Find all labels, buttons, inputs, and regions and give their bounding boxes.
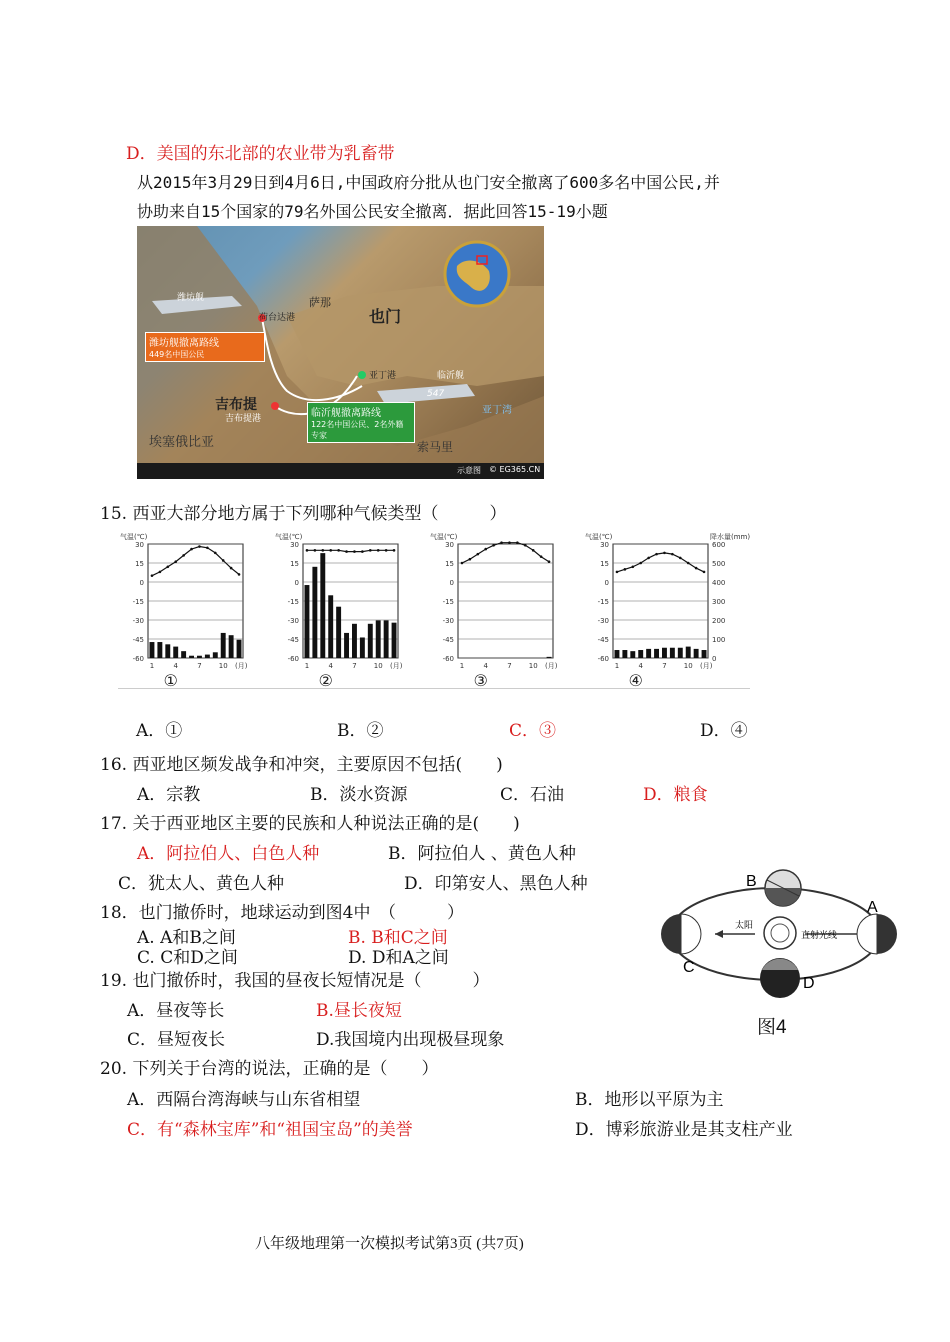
chart-1-temp-point bbox=[198, 545, 201, 548]
map-label-djibouti: 吉布提 bbox=[215, 397, 257, 413]
chart-3-temp-tick: 15 bbox=[445, 560, 454, 568]
chart-2-temp-tick: -45 bbox=[287, 636, 299, 644]
chart-2-temp-point bbox=[337, 549, 340, 552]
q20-option-d: D．博彩旅游业是其支柱产业 bbox=[575, 1120, 793, 1140]
chart-1-temp-point bbox=[206, 547, 209, 550]
chart-4-precip-tick: 600 bbox=[712, 541, 726, 549]
chart-3-x-unit: (月) bbox=[545, 662, 558, 670]
chart-1-x-tick: 7 bbox=[197, 662, 202, 670]
chart-4-temp-tick: 0 bbox=[604, 579, 609, 587]
chart-2-x-tick: 7 bbox=[352, 662, 357, 670]
chart-2-x-unit: (月) bbox=[390, 662, 403, 670]
map-label-aden: 亚丁港 bbox=[369, 371, 397, 381]
q19-stem: 19. 也门撤侨时，我国的昼夜长短情况是（ ） bbox=[100, 971, 490, 991]
q18-option-d: D. D和A之间 bbox=[348, 948, 449, 968]
chart-1-temp-point bbox=[159, 571, 162, 574]
chart-1-temp-point bbox=[166, 566, 169, 569]
q15-option-d: D．④ bbox=[700, 721, 748, 741]
chart-1-temp-tick: 0 bbox=[139, 579, 144, 587]
chart-4-precip-bar bbox=[702, 650, 707, 658]
chart-3-temp-tick: -15 bbox=[442, 598, 454, 606]
weifang-route-count: 449名中国公民 bbox=[149, 350, 205, 359]
linyi-route-callout bbox=[307, 402, 415, 443]
chart-4-temp-point bbox=[679, 557, 682, 560]
chart-3-temp-curve bbox=[462, 543, 549, 563]
chart-3-temp-point bbox=[524, 544, 527, 547]
chart-3-temp-point bbox=[469, 558, 472, 561]
chart-2-temp-point bbox=[314, 549, 317, 552]
chart-1-precip-bar bbox=[150, 642, 155, 658]
chart-1-temp-tick: -30 bbox=[132, 617, 144, 625]
q19-option-d: D.我国境内出现极昼现象 bbox=[316, 1030, 505, 1050]
earth-b-icon bbox=[765, 870, 801, 906]
chart-4-precip-bar bbox=[694, 649, 699, 658]
chart-3-temp-tick: -30 bbox=[442, 617, 454, 625]
chart-2-x-tick: 1 bbox=[304, 662, 310, 670]
figure-4-earth-orbit bbox=[655, 862, 905, 1002]
chart-4-precip-bar bbox=[686, 647, 691, 658]
q18-option-a: A. A和B之间 bbox=[137, 928, 236, 948]
chart-1-temp-tick: 30 bbox=[135, 541, 144, 549]
map-label-hull: 547 bbox=[427, 389, 445, 399]
yemen-evacuation-map bbox=[137, 226, 544, 479]
chart-2-temp-point bbox=[361, 550, 364, 553]
chart-4-temp-point bbox=[695, 567, 698, 570]
chart-2-temp-point bbox=[385, 549, 388, 552]
q16-option-b: B．淡水资源 bbox=[310, 785, 408, 805]
chart-4-precip-bar bbox=[654, 649, 659, 658]
chart-2-temp-tick: -30 bbox=[287, 617, 299, 625]
figure-4-caption: 图4 bbox=[757, 1017, 787, 1038]
chart-3-temp-point bbox=[476, 553, 479, 556]
chart-2-temp-point bbox=[393, 549, 396, 552]
chart-2-temp-point bbox=[377, 549, 380, 552]
chart-4-precip-bar bbox=[615, 650, 620, 658]
chart-4-precip-tick: 400 bbox=[712, 579, 726, 587]
map-label-yemen: 也门 bbox=[369, 307, 402, 326]
chart-2-temp-tick: 30 bbox=[290, 541, 299, 549]
chart-4-precip-bar bbox=[670, 648, 675, 658]
map-label-hodeidah: 荷台达港 bbox=[259, 313, 296, 323]
chart-4-ylabel: 气温(℃) bbox=[585, 533, 613, 541]
chart-1-precip-bar bbox=[173, 647, 178, 658]
chart-4-x-tick: 4 bbox=[638, 662, 643, 670]
linyi-route-count: 122名中国公民、2名外籍专家 bbox=[311, 420, 404, 440]
chart-4-precip-bar bbox=[646, 649, 651, 658]
sun-icon bbox=[764, 917, 796, 949]
chart-2-precip-bar bbox=[392, 623, 397, 658]
chart-1-temp-point bbox=[238, 573, 241, 576]
chart-4-precip-bar bbox=[638, 650, 643, 658]
fig4-label-a: A bbox=[867, 899, 878, 916]
chart-2-precip-bar bbox=[352, 624, 357, 658]
chart-1-temp-point bbox=[174, 560, 177, 563]
chart-4-precip-tick: 100 bbox=[712, 636, 726, 644]
chart-4-precip-tick: 200 bbox=[712, 617, 726, 625]
chart-4-precip-bar bbox=[622, 650, 627, 658]
chart-3-name: ③ bbox=[473, 671, 488, 688]
q17-option-a: A．阿拉伯人、白色人种 bbox=[137, 844, 320, 864]
chart-1-precip-bar bbox=[157, 642, 162, 658]
chart-3-temp-point bbox=[508, 541, 511, 544]
chart-1-temp-point bbox=[151, 574, 154, 577]
q20-option-a: A．西隔台湾海峡与山东省相望 bbox=[127, 1090, 361, 1110]
chart-1-temp-point bbox=[230, 567, 233, 570]
chart-4-precip-tick: 300 bbox=[712, 598, 726, 606]
chart-2-temp-tick: -15 bbox=[287, 598, 299, 606]
q15-option-c: C．③ bbox=[509, 721, 557, 741]
chart-1-x-tick: 10 bbox=[218, 662, 228, 670]
chart-4-x-tick: 7 bbox=[662, 662, 667, 670]
chart-2-temp-tick: 0 bbox=[294, 579, 299, 587]
earth-c-icon bbox=[661, 914, 701, 954]
q18-stem: 18．也门撤侨时，地球运动到图4中 （ ） bbox=[100, 903, 464, 923]
chart-1-precip-bar bbox=[189, 656, 194, 658]
chart-3-temp-point bbox=[532, 549, 535, 552]
chart-2-ylabel: 气温(℃) bbox=[275, 533, 303, 541]
chart-1-temp-point bbox=[222, 559, 225, 562]
q17-option-d: D．印第安人、黑色人种 bbox=[404, 874, 588, 894]
earth-d-icon bbox=[760, 958, 800, 998]
chart-4-temp-point bbox=[624, 568, 627, 571]
chart-1-temp-tick: -60 bbox=[132, 655, 144, 663]
chart-1-precip-bar bbox=[237, 640, 242, 658]
chart-3-x-tick: 7 bbox=[507, 662, 512, 670]
chart-4-temp-point bbox=[639, 562, 642, 565]
chart-2-temp-curve bbox=[307, 550, 394, 551]
q19-option-b: B.昼长夜短 bbox=[316, 1001, 402, 1021]
chart-1-precip-bar bbox=[205, 655, 210, 658]
q20-stem: 20. 下列关于台湾的说法，正确的是（ ） bbox=[100, 1059, 439, 1079]
chart-2-name: ② bbox=[318, 671, 333, 688]
chart-3-temp-point bbox=[492, 544, 495, 547]
chart-2-precip-bar bbox=[305, 585, 310, 658]
page-footer: 八年级地理第一次模拟考试第3页 (共7页) bbox=[255, 1236, 524, 1252]
weifang-route-callout bbox=[145, 332, 265, 362]
q17-option-c: C．犹太人、黄色人种 bbox=[118, 874, 285, 894]
aden-marker bbox=[358, 371, 366, 379]
chart-4-temp-point bbox=[687, 562, 690, 565]
map-bottom-bar bbox=[137, 463, 544, 479]
chart-1-name: ① bbox=[163, 671, 178, 688]
chart-2-temp-point bbox=[306, 549, 309, 552]
linyi-ship-icon bbox=[377, 384, 475, 404]
chart-2-precip-bar bbox=[320, 553, 325, 658]
q15-stem: 15. 西亚大部分地方属于下列哪种气候类型（ ） bbox=[100, 504, 507, 524]
chart-1-temp-point bbox=[214, 552, 217, 555]
chart-1-temp-tick: -45 bbox=[132, 636, 144, 644]
djibouti-marker bbox=[271, 402, 279, 410]
chart-4-temp-point bbox=[631, 566, 634, 569]
q15-option-a: A．① bbox=[136, 721, 183, 741]
q20-option-b: B．地形以平原为主 bbox=[575, 1090, 724, 1110]
chart-4-temp-tick: 15 bbox=[600, 560, 609, 568]
chart-1-temp-point bbox=[182, 554, 185, 557]
chart-2-precip-bar bbox=[376, 620, 381, 658]
chart-4-ylabel-right: 降水量(mm) bbox=[710, 533, 750, 541]
chart-4-temp-point bbox=[671, 553, 674, 556]
chart-4-temp-point bbox=[647, 557, 650, 560]
option-d-answer: D．美国的东北部的农业带为乳畜带 bbox=[126, 144, 395, 164]
chart-4-temp-tick: -60 bbox=[597, 655, 609, 663]
chart-2-precip-bar bbox=[336, 607, 341, 658]
climate-charts-svg bbox=[118, 530, 750, 688]
chart-3-precip-bar bbox=[547, 657, 552, 658]
chart-3-temp-tick: -60 bbox=[442, 655, 454, 663]
chart-4-temp-tick: -30 bbox=[597, 617, 609, 625]
q16-option-a: A．宗教 bbox=[137, 785, 201, 805]
linyi-route-title: 临沂舰撤离路线 bbox=[311, 408, 381, 419]
chart-3-temp-tick: 0 bbox=[449, 579, 454, 587]
chart-4-x-tick: 1 bbox=[614, 662, 620, 670]
q18-option-b: B. B和C之间 bbox=[348, 928, 448, 948]
chart-1-x-unit: (月) bbox=[235, 662, 248, 670]
map-label-sanaa: 萨那 bbox=[309, 296, 331, 309]
map-source: © EG365.CN bbox=[489, 465, 541, 474]
chart-3-temp-point bbox=[548, 560, 551, 563]
earth-a-icon bbox=[857, 914, 897, 954]
chart-3-temp-point bbox=[540, 555, 543, 558]
chart-3-temp-point bbox=[500, 541, 503, 544]
map-label-weifang-ship: 潍坊舰 bbox=[177, 293, 205, 303]
chart-4-precip-bar bbox=[678, 648, 683, 658]
q16-stem: 16. 西亚地区频发战争和冲突，主要原因不包括( ) bbox=[100, 755, 503, 775]
chart-2-temp-point bbox=[369, 549, 372, 552]
fig4-ray-label: 直射光线 bbox=[801, 931, 838, 941]
chart-2-x-tick: 4 bbox=[328, 662, 333, 670]
chart-1-precip-bar bbox=[165, 644, 170, 658]
chart-4-temp-tick: -45 bbox=[597, 636, 609, 644]
chart-2-precip-bar bbox=[384, 620, 389, 658]
chart-4-precip-bar bbox=[662, 648, 667, 658]
chart-3-temp-point bbox=[461, 562, 464, 565]
chart-4-temp-point bbox=[616, 571, 619, 574]
q19-option-c: C．昼短夜长 bbox=[127, 1030, 226, 1050]
chart-3-temp-tick: 30 bbox=[445, 541, 454, 549]
fig4-label-b: B bbox=[746, 873, 757, 890]
chart-2-precip-bar bbox=[344, 633, 349, 658]
chart-1-precip-bar bbox=[197, 656, 202, 658]
chart-1-temp-tick: 15 bbox=[135, 560, 144, 568]
chart-3-ylabel: 气温(℃) bbox=[430, 533, 458, 541]
chart-4-temp-point bbox=[655, 553, 658, 556]
map-note: 示意图 bbox=[457, 466, 481, 475]
chart-4-precip-tick: 500 bbox=[712, 560, 726, 568]
weifang-route-title: 潍坊舰撤离路线 bbox=[149, 338, 219, 349]
chart-1-temp-curve bbox=[152, 547, 239, 576]
chart-1-precip-bar bbox=[181, 651, 186, 658]
q15-option-b: B．② bbox=[337, 721, 384, 741]
chart-3-temp-point bbox=[516, 541, 519, 544]
chart-4-temp-point bbox=[703, 571, 706, 574]
q19-option-a: A．昼夜等长 bbox=[127, 1001, 225, 1021]
chart-2-temp-point bbox=[329, 549, 332, 552]
q16-option-c: C．石油 bbox=[500, 785, 565, 805]
intro-line-1: 从2015年3月29日到4月6日,中国政府分批从也门安全撤离了600多名中国公民,并 bbox=[137, 173, 720, 192]
map-label-ethiopia: 埃塞俄比亚 bbox=[149, 435, 215, 450]
chart-2-temp-point bbox=[345, 550, 348, 553]
chart-3-x-tick: 10 bbox=[528, 662, 538, 670]
chart-4-temp-curve bbox=[617, 553, 704, 572]
climate-charts bbox=[118, 530, 750, 689]
chart-4-name: ④ bbox=[628, 671, 643, 688]
chart-3-temp-point bbox=[484, 548, 487, 551]
intro-line-2: 协助来自15个国家的79名外国公民安全撤离．据此回答15-19小题 bbox=[137, 202, 608, 221]
chart-4-precip-tick: 0 bbox=[712, 655, 717, 663]
q17-option-b: B．阿拉伯人 、黄色人种 bbox=[388, 844, 576, 864]
chart-1-precip-bar bbox=[229, 635, 234, 658]
chart-3-temp-tick: -45 bbox=[442, 636, 454, 644]
chart-4-precip-bar bbox=[630, 651, 635, 658]
chart-4-x-tick: 10 bbox=[683, 662, 693, 670]
chart-3-x-tick: 4 bbox=[483, 662, 488, 670]
earth-orbit-diagram bbox=[655, 862, 905, 1002]
chart-3-x-tick: 1 bbox=[459, 662, 465, 670]
chart-2-temp-point bbox=[353, 550, 356, 553]
chart-2-precip-bar bbox=[328, 595, 333, 658]
chart-2-precip-bar bbox=[360, 637, 365, 658]
fig4-label-c: C bbox=[683, 959, 695, 976]
chart-1-x-tick: 1 bbox=[149, 662, 155, 670]
map-label-gulf: 亚丁湾 bbox=[482, 405, 512, 416]
q18-option-c: C. C和D之间 bbox=[137, 948, 238, 968]
chart-1-precip-bar bbox=[213, 652, 218, 658]
chart-2-temp-tick: 15 bbox=[290, 560, 299, 568]
chart-1-precip-bar bbox=[221, 633, 226, 658]
chart-1-x-tick: 4 bbox=[173, 662, 178, 670]
q17-stem: 17. 关于西亚地区主要的民族和人种说法正确的是( ) bbox=[100, 814, 520, 834]
chart-1-temp-tick: -15 bbox=[132, 598, 144, 606]
chart-1-temp-point bbox=[190, 548, 193, 551]
fig4-sun-label: 太阳 bbox=[735, 921, 754, 931]
chart-1-ylabel: 气温(℃) bbox=[120, 533, 148, 541]
fig4-label-d: D bbox=[803, 975, 815, 992]
map-label-linyi-ship: 临沂舰 bbox=[437, 371, 465, 381]
chart-2-x-tick: 10 bbox=[373, 662, 383, 670]
chart-4-temp-point bbox=[663, 552, 666, 555]
chart-2-temp-point bbox=[321, 549, 324, 552]
q20-option-c: C．有“森林宝库”和“祖国宝岛”的美誉 bbox=[127, 1120, 413, 1140]
map-label-djibouti-port: 吉布提港 bbox=[225, 414, 262, 424]
chart-2-precip-bar bbox=[312, 567, 317, 658]
map-label-somalia: 索马里 bbox=[417, 440, 454, 454]
chart-2-precip-bar bbox=[368, 624, 373, 658]
chart-2-temp-tick: -60 bbox=[287, 655, 299, 663]
chart-4-temp-tick: -15 bbox=[597, 598, 609, 606]
chart-4-temp-tick: 30 bbox=[600, 541, 609, 549]
chart-4-x-unit: (月) bbox=[700, 662, 713, 670]
q16-option-d: D．粮食 bbox=[643, 785, 708, 805]
